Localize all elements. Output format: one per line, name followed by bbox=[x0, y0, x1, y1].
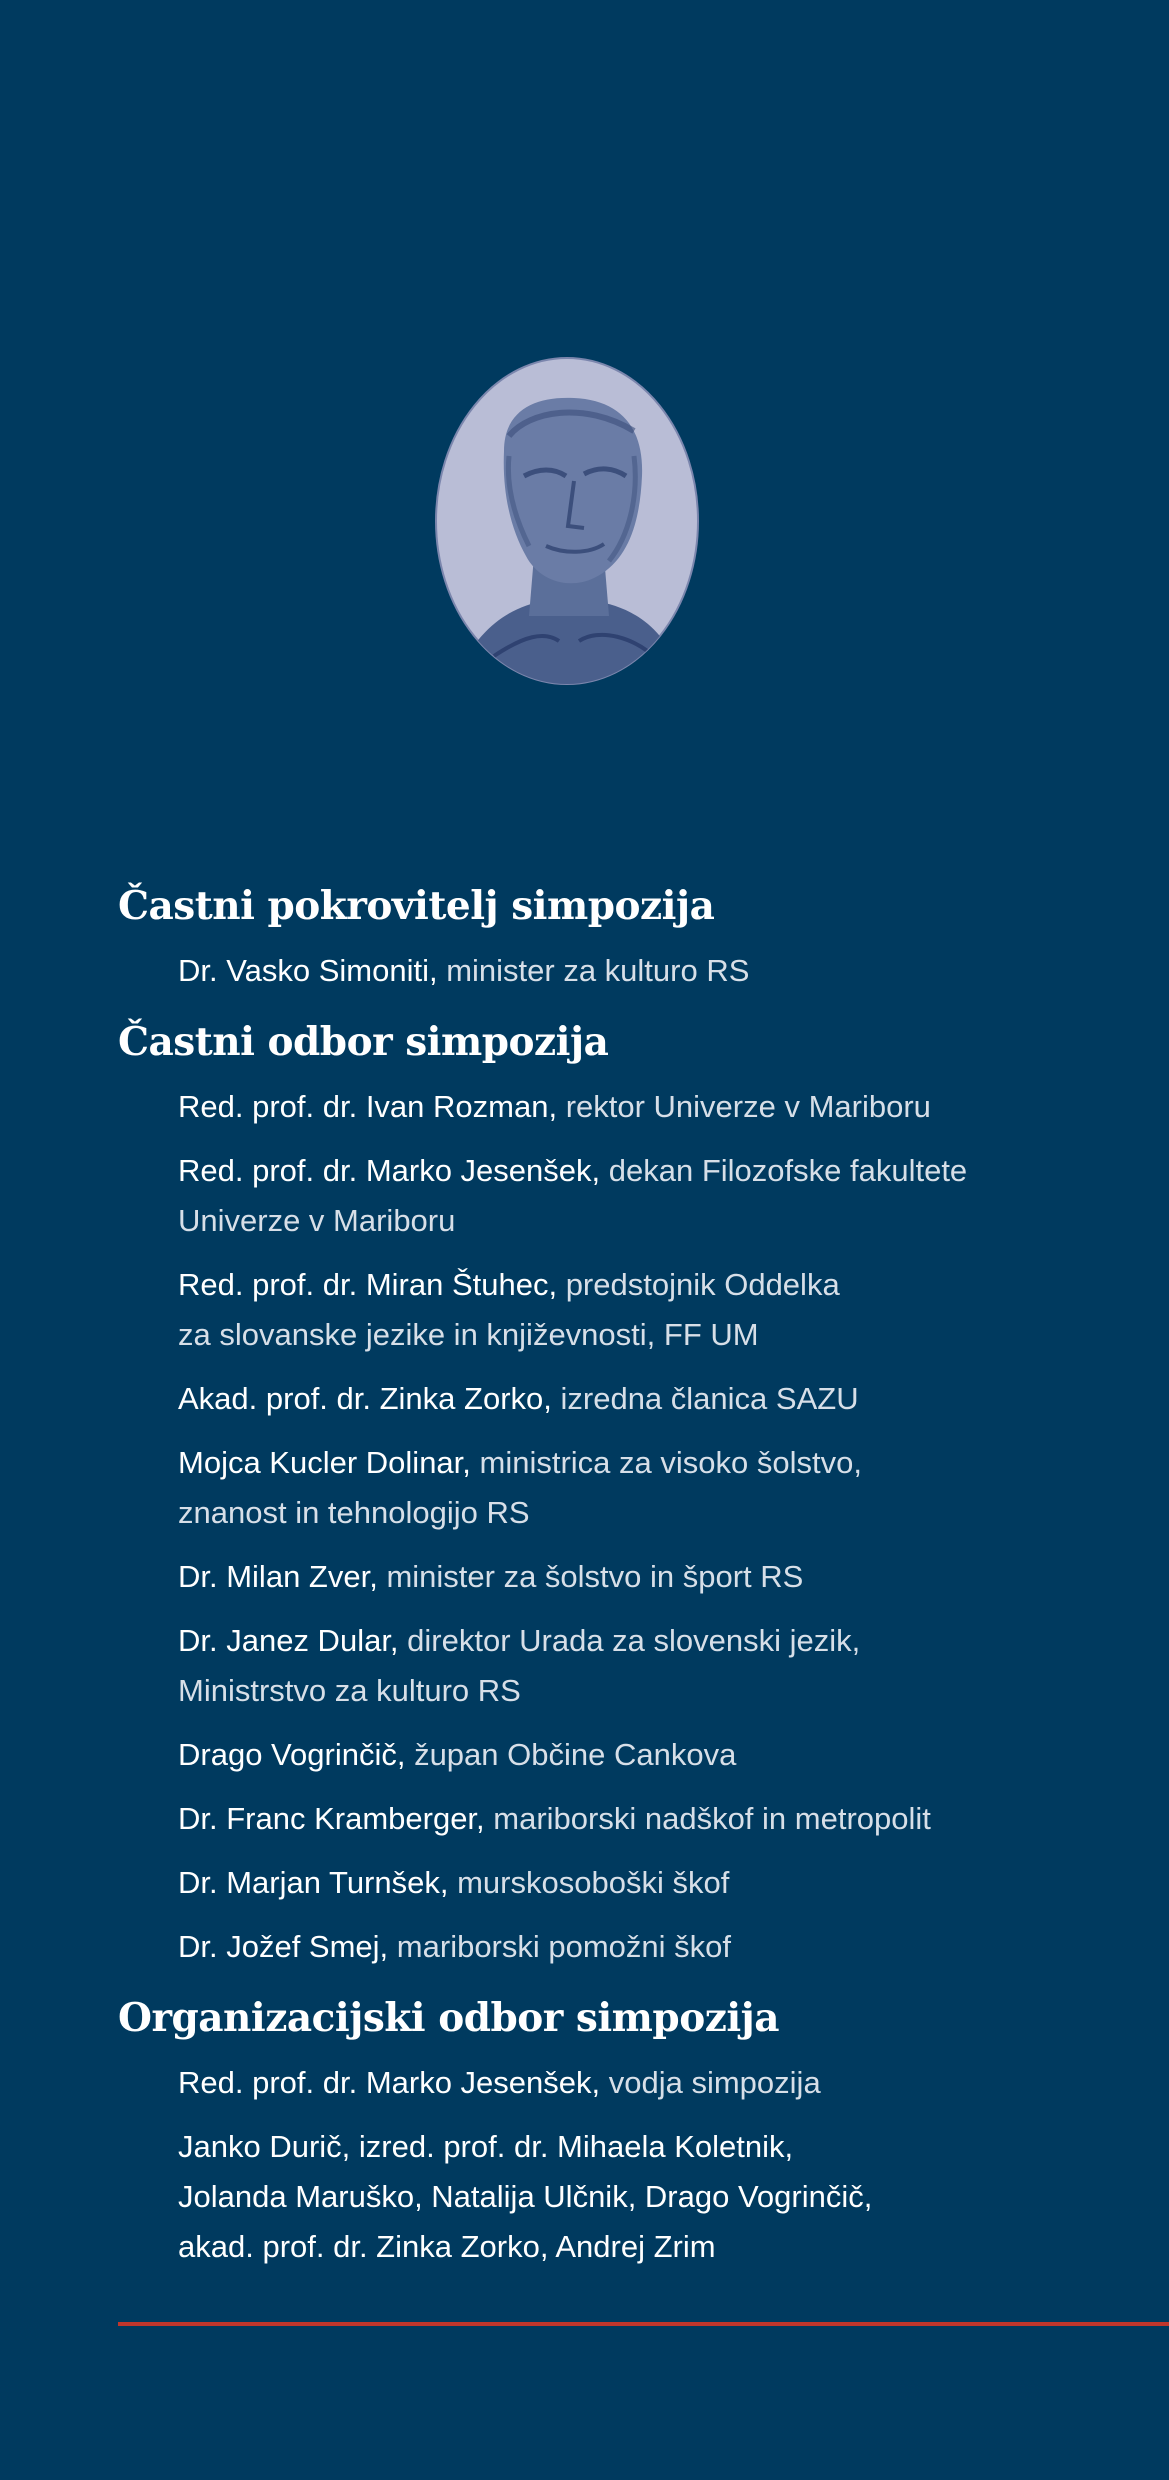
member-role: minister za šolstvo in šport RS bbox=[377, 1559, 804, 1594]
committee-entry bbox=[178, 1922, 1078, 1972]
member-role: ministrica za visoko šolstvo, bbox=[470, 1445, 862, 1480]
committee-entry bbox=[178, 1730, 1078, 1780]
member-role: vodja simpozija bbox=[600, 2065, 821, 2100]
committee-entry bbox=[178, 2058, 1078, 2108]
member-name: Akad. prof. dr. Zinka Zorko, bbox=[178, 1381, 552, 1416]
member-name: Red. prof. dr. Miran Štuhec, bbox=[178, 1267, 558, 1302]
committee-listing bbox=[118, 880, 1078, 2292]
member-role: izredna članica SAZU bbox=[551, 1381, 859, 1416]
committee-entry bbox=[178, 1616, 1078, 1716]
section-title: Častni pokrovitelj simpozija bbox=[118, 883, 715, 929]
section-2 bbox=[118, 1992, 1078, 2272]
member-role: murskosoboški škof bbox=[448, 1865, 730, 1900]
member-role: mariborski nadškof in metropolit bbox=[484, 1801, 931, 1836]
committee-entry bbox=[178, 2122, 1078, 2272]
member-role: dekan Filozofske fakultete bbox=[600, 1153, 968, 1188]
member-name: Red. prof. dr. Marko Jesenšek, bbox=[178, 1153, 601, 1188]
committee-entry bbox=[178, 1146, 1078, 1246]
member-role: rektor Univerze v Mariboru bbox=[557, 1089, 931, 1124]
section-title: Organizacijski odbor simpozija bbox=[118, 1995, 780, 2041]
committee-entry bbox=[178, 1260, 1078, 1360]
member-name: Red. prof. dr. Ivan Rozman, bbox=[178, 1089, 558, 1124]
member-name: Dr. Milan Zver, bbox=[178, 1559, 378, 1594]
member-role: predstojnik Oddelka bbox=[557, 1267, 840, 1302]
member-name: Dr. Janez Dular, bbox=[178, 1623, 399, 1658]
member-role: direktor Urada za slovenski jezik, bbox=[398, 1623, 861, 1658]
section-1 bbox=[118, 1016, 1078, 1972]
committee-entry bbox=[178, 946, 1078, 996]
section-title: Častni odbor simpozija bbox=[118, 1019, 609, 1065]
committee-entry bbox=[178, 1552, 1078, 1602]
member-role: župan Občine Cankova bbox=[405, 1737, 737, 1772]
member-role-continued: Univerze v Mariboru bbox=[178, 1203, 456, 1238]
member-role-continued: Ministrstvo za kulturo RS bbox=[178, 1673, 521, 1708]
member-name: Red. prof. dr. Marko Jesenšek, bbox=[178, 2065, 601, 2100]
member-role: minister za kulturo RS bbox=[437, 953, 750, 988]
section-0 bbox=[118, 880, 1078, 996]
member-name: Dr. Franc Kramberger, bbox=[178, 1801, 485, 1836]
member-name: Janko Durič, izred. prof. dr. Mihaela Koletnik, bbox=[178, 2129, 794, 2164]
committee-entry bbox=[178, 1794, 1078, 1844]
member-role-continued: Jolanda Maruško, Natalija Ulčnik, Drago Vogrinčič, bbox=[178, 2179, 873, 2214]
committee-entry bbox=[178, 1438, 1078, 1538]
member-name: Dr. Marjan Turnšek, bbox=[178, 1865, 449, 1900]
committee-entry bbox=[178, 1858, 1078, 1908]
portrait-bust-icon bbox=[434, 356, 700, 686]
committee-entry bbox=[178, 1082, 1078, 1132]
committee-entry bbox=[178, 1374, 1078, 1424]
member-role-continued: znanost in tehnologijo RS bbox=[178, 1495, 530, 1530]
member-name: Drago Vogrinčič, bbox=[178, 1737, 406, 1772]
member-role-continued: za slovanske jezike in književnosti, FF UM bbox=[178, 1317, 759, 1352]
member-role-continued: akad. prof. dr. Zinka Zorko, Andrej Zrim bbox=[178, 2229, 716, 2264]
member-name: Dr. Vasko Simoniti, bbox=[178, 953, 438, 988]
accent-rule bbox=[118, 2322, 1169, 2326]
member-name: Mojca Kucler Dolinar, bbox=[178, 1445, 471, 1480]
member-name: Dr. Jožef Smej, bbox=[178, 1929, 389, 1964]
member-role: mariborski pomožni škof bbox=[388, 1929, 732, 1964]
